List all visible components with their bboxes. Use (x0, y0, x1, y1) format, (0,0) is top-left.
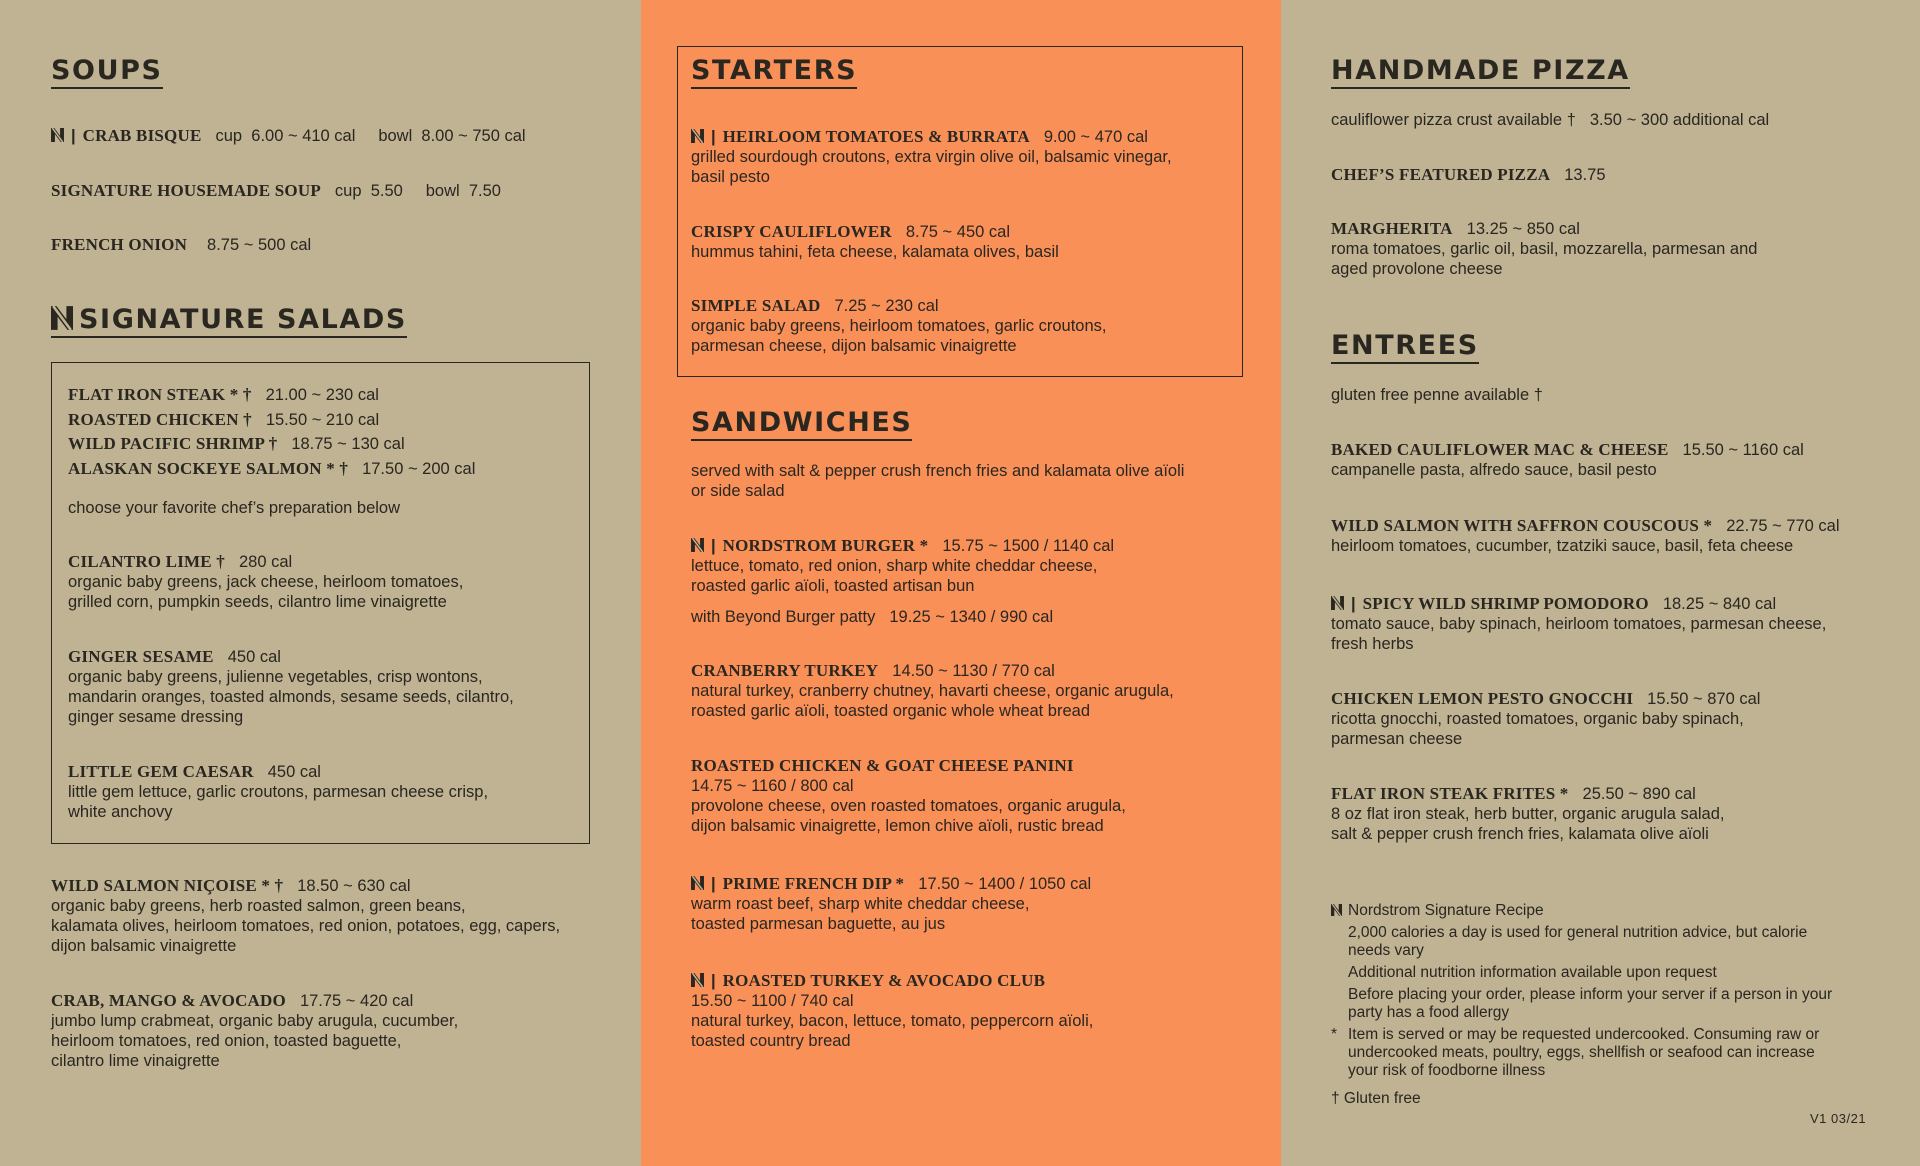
nordstrom-n-icon (691, 129, 704, 143)
list-item: ALASKAN SOCKEYE SALMON * † 17.50 ~ 200 cal (68, 458, 476, 478)
signature-recipe-note: Nordstrom Signature Recipe (1331, 902, 1891, 920)
starter-cauliflower: CRISPY CAULIFLOWER 8.75 ~ 450 cal hummus tahini, feta cheese, kalamata olives, basil (691, 222, 1059, 261)
sandwich-burger: | NORDSTROM BURGER * 15.75 ~ 1500 / 1140 cal lettuce, tomato, red onion, sharp white cheddar cheese, roasted garlic aïoli, toasted artisan bun (691, 536, 1115, 595)
pizza-margherita: MARGHERITA 13.25 ~ 850 cal roma tomatoes, garlic oil, basil, mozzarella, parmesan and aged provolone cheese (1331, 219, 1758, 278)
entree-gnocchi: CHICKEN LEMON PESTO GNOCCHI 15.50 ~ 870 cal ricotta gnocchi, roasted tomatoes, organic baby spinach, parmesan cheese (1331, 689, 1761, 748)
starter-heirloom: | HEIRLOOM TOMATOES & BURRATA 9.00 ~ 470 cal grilled sourdough croutons, extra virgin olive oil, balsamic vinegar, basil pesto (691, 127, 1172, 186)
nordstrom-n-icon (51, 306, 73, 330)
salad-wild-salmon: WILD SALMON NIÇOISE * † 18.50 ~ 630 cal organic baby greens, herb roasted salmon, green beans, kalamata olives, heirloom tomatoes, red onion, potatoes, egg, capers, dijon balsamic vinaigrette (51, 876, 561, 955)
entrees-penne-note: gluten free penne available † (1331, 386, 1543, 404)
asterisk-mark: * (1331, 1026, 1338, 1043)
sandwich-french-dip: | PRIME FRENCH DIP * 17.50 ~ 1400 / 1050 cal warm roast beef, sharp white cheddar cheese, toasted parmesan baguette, au jus (691, 874, 1092, 933)
middle-column (641, 0, 1281, 1166)
salad-crab-mango: CRAB, MANGO & AVOCADO 17.75 ~ 420 cal jumbo lump crabmeat, organic baby arugula, cucumber, heirloom tomatoes, red onion, toasted baguette, cilantro lime vinaigrette (51, 991, 459, 1070)
version-label: V1 03/21 (1810, 1111, 1867, 1126)
pizza-featured: CHEF’S FEATURED PIZZA 13.75 (1331, 165, 1606, 184)
salad-ginger-sesame: GINGER SESAME 450 cal organic baby greens, julienne vegetables, crisp wontons, mandarin oranges, toasted almonds, sesame seeds, cilantro, ginger sesame dressing (68, 647, 514, 726)
list-item: ROASTED CHICKEN † 15.50 ~ 210 cal (68, 409, 380, 429)
entree-mac-cheese: BAKED CAULIFLOWER MAC & CHEESE 15.50 ~ 1160 cal campanelle pasta, alfredo sauce, basil pesto (1331, 440, 1804, 479)
list-item: WILD PACIFIC SHRIMP † 18.75 ~ 130 cal (68, 434, 405, 453)
nordstrom-n-icon (691, 876, 704, 890)
sandwich-panini: ROASTED CHICKEN & GOAT CHEESE PANINI 14.75 ~ 1160 / 800 cal provolone cheese, oven roasted tomatoes, organic arugula, dijon balsamic vinaigrette, lemon chive aïoli, rustic bread (691, 756, 1126, 835)
list-item: FLAT IRON STEAK * † 21.00 ~ 230 cal (68, 385, 379, 404)
signature-salads-heading: SIGNATURE SALADS (79, 304, 407, 335)
sandwiches-heading: SANDWICHES (691, 408, 912, 441)
soups-heading: SOUPS (51, 56, 163, 89)
entree-steak-frites: FLAT IRON STEAK FRITES * 25.50 ~ 890 cal 8 oz flat iron steak, herb butter, organic arugula salad, salt & pepper crush french fries, kalamata olive aïoli (1331, 784, 1725, 843)
left-column (0, 0, 641, 1166)
soup-signature: SIGNATURE HOUSEMADE SOUP cup 5.50 bowl 7.50 (51, 181, 501, 200)
salad-cilantro-lime: CILANTRO LIME † 280 cal organic baby greens, jack cheese, heirloom tomatoes, grilled corn, pumpkin seeds, cilantro lime vinaigrette (68, 552, 464, 611)
salad-little-gem: LITTLE GEM CAESAR 450 cal little gem lettuce, garlic croutons, parmesan cheese crisp, white anchovy (68, 762, 489, 821)
allergy-note: Before placing your order, please inform your server if a person in your party has a food allergy (1348, 986, 1833, 1021)
nutrition-note: Additional nutrition information available upon request (1348, 964, 1717, 981)
nordstrom-n-icon (51, 128, 64, 142)
sandwich-cranberry-turkey: CRANBERRY TURKEY 14.50 ~ 1130 / 770 cal natural turkey, cranberry chutney, havarti cheese, organic arugula, roasted garlic aïoli, toasted organic whole wheat bread (691, 661, 1174, 720)
signature-salads-header (51, 305, 407, 338)
soup-crab-bisque: | CRAB BISQUE cup 6.00 ~ 410 cal bowl 8.00 ~ 750 cal (51, 126, 526, 146)
nordstrom-n-icon (691, 538, 704, 552)
salad-protein-list (68, 385, 475, 483)
choose-preparation-text: choose your favorite chef’s preparation below (68, 499, 401, 517)
sandwich-turkey-club: | ROASTED TURKEY & AVOCADO CLUB 15.50 ~ 1100 / 740 cal natural turkey, bacon, lettuce, tomato, peppercorn aïoli, toasted country bread (691, 971, 1094, 1050)
pizza-crust-note: cauliflower pizza crust available † 3.50 ~ 300 additional cal (1331, 111, 1770, 129)
entrees-heading: ENTREES (1331, 331, 1479, 364)
sandwiches-intro: served with salt & pepper crush french fries and kalamata olive aïoli or side salad (691, 462, 1185, 500)
nordstrom-n-icon (691, 973, 704, 987)
entree-shrimp-pomodoro: | SPICY WILD SHRIMP POMODORO 18.25 ~ 840 cal tomato sauce, baby spinach, heirloom tomatoes, parmesan cheese, fresh herbs (1331, 594, 1827, 653)
entree-wild-salmon: WILD SALMON WITH SAFFRON COUSCOUS * 22.75 ~ 770 cal heirloom tomatoes, cucumber, tzatziki sauce, basil, feta cheese (1331, 516, 1840, 555)
nordstrom-n-icon (1331, 596, 1344, 610)
soup-french-onion: FRENCH ONION 8.75 ~ 500 cal (51, 235, 312, 254)
right-column (1281, 0, 1920, 1166)
starters-heading: STARTERS (691, 56, 857, 89)
starter-simple-salad: SIMPLE SALAD 7.25 ~ 230 cal organic baby greens, heirloom tomatoes, garlic croutons, parmesan cheese, dijon balsamic vinaigrette (691, 296, 1107, 355)
pizza-heading: HANDMADE PIZZA (1331, 56, 1630, 89)
gluten-free-note: † Gluten free (1331, 1090, 1421, 1107)
nordstrom-n-icon (1331, 904, 1342, 916)
undercooked-note: * Item is served or may be requested undercooked. Consuming raw or undercooked meats, poultry, eggs, shellfish or seafood can increase your risk of foodborne illness (1331, 1026, 1820, 1079)
footer-notes (1331, 902, 1891, 1108)
sandwich-beyond-option: with Beyond Burger patty 19.25 ~ 1340 / 990 cal (691, 608, 1054, 626)
calorie-note: 2,000 calories a day is used for general nutrition advice, but calorie needs vary (1348, 924, 1808, 959)
